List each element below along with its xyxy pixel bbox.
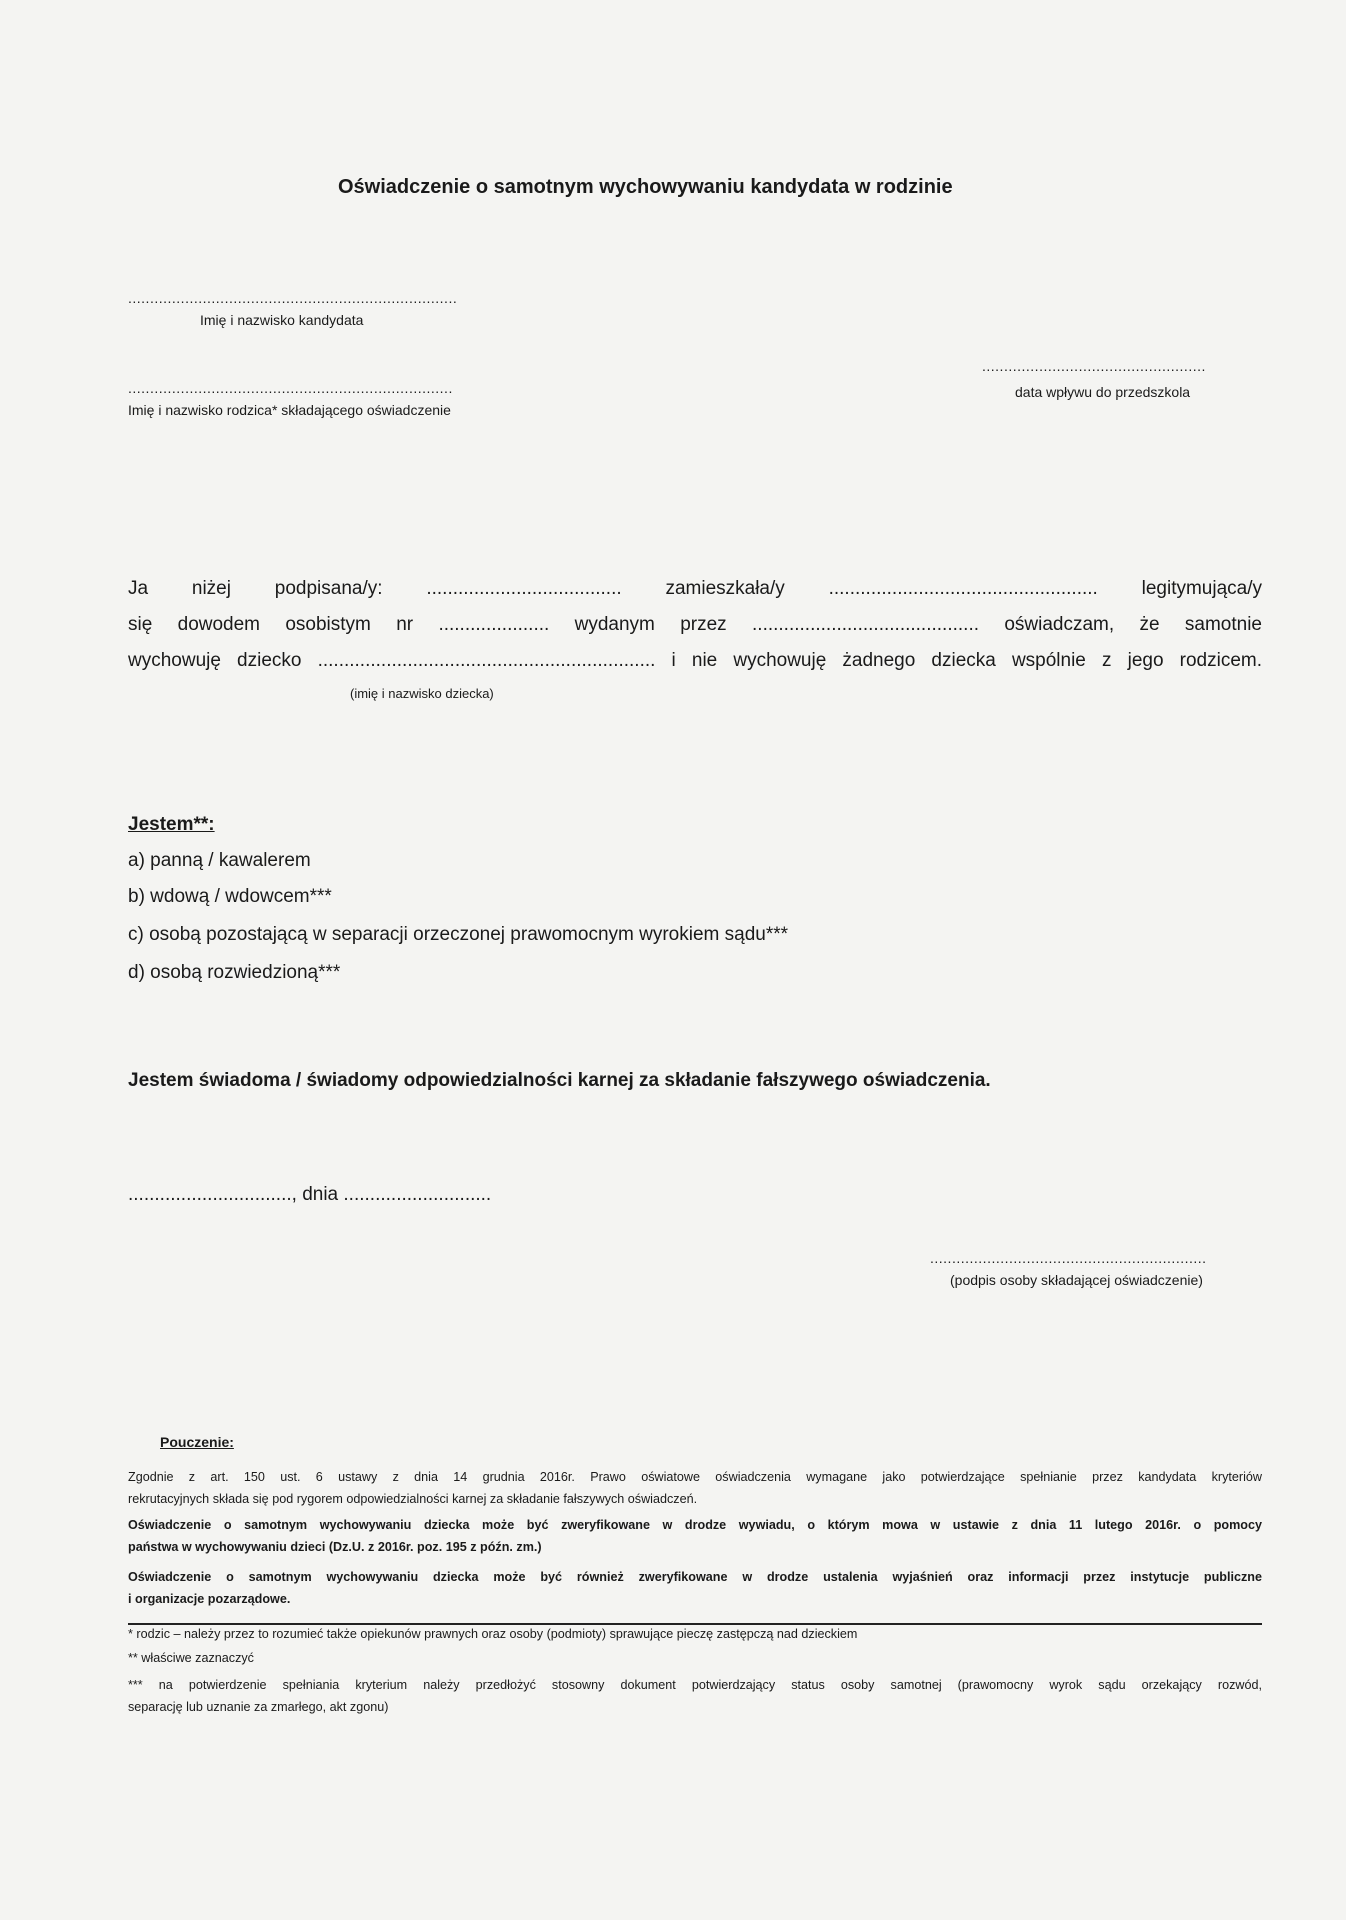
candidate-name-dots: ........................................................................... (128, 290, 458, 306)
pouczenie-p3-line2: i organizacje pozarządowe. (128, 1592, 291, 1606)
statement-line-2: się dowodem osobistym nr ..................... wydanym przez ........................................... oświadczam, że samotnie (128, 614, 1262, 635)
pouczenie-p2-line2: państwa w wychowywaniu dzieci (Dz.U. z 2016r. poz. 195 z późn. zm.) (128, 1540, 542, 1554)
parent-name-dots: .......................................................................... (128, 380, 453, 396)
jestem-option-d: d) osobą rozwiedzioną*** (128, 962, 341, 983)
child-name-label: (imię i nazwisko dziecka) (350, 686, 494, 701)
pouczenie-p2-line1: Oświadczenie o samotnym wychowywaniu dziecka może być zweryfikowane w drodze wywiadu, o którym mowa w ustawie z dnia 11 lutego 2016r. o pomocy (128, 1518, 1262, 1532)
footnote-divider (128, 1623, 1262, 1625)
jestem-option-c: c) osobą pozostającą w separacji orzeczonej prawomocnym wyrokiem sądu*** (128, 924, 789, 945)
candidate-name-label: Imię i nazwisko kandydata (200, 312, 364, 328)
date-received-dots: ................................................... (982, 358, 1206, 374)
footnote-1: * rodzic – należy przez to rozumieć także opiekunów prawnych oraz osoby (podmioty) sprawujące pieczę zastępczą nad dzieckiem (128, 1627, 858, 1641)
document-title: Oświadczenie o samotnym wychowywaniu kandydata w rodzinie (338, 176, 953, 198)
place-date-line: ..............................., dnia ............................ (128, 1184, 492, 1205)
footnote-3-line1: *** na potwierdzenie spełniania kryterium należy przedłożyć stosowny dokument potwierdzający status osoby samotnej (prawomocny wyrok sądu orzekający rozwód, (128, 1678, 1262, 1692)
signature-dots: ............................................................... (930, 1250, 1207, 1266)
pouczenie-p1-line2: rekrutacyjnych składa się pod rygorem odpowiedzialności karnej za składanie fałszywych oświadczeń. (128, 1492, 698, 1506)
date-received-label: data wpływu do przedszkola (1015, 384, 1191, 400)
signature-label: (podpis osoby składającej oświadczenie) (950, 1272, 1203, 1288)
jestem-heading: Jestem**: (128, 814, 215, 835)
awareness-statement: Jestem świadoma / świadomy odpowiedzialności karnej za składanie fałszywego oświadczenia. (128, 1070, 991, 1091)
pouczenie-p3-line1: Oświadczenie o samotnym wychowywaniu dziecka może być również zweryfikowane w drodze ustalenia wyjaśnień oraz informacji przez instytucje publiczne (128, 1570, 1262, 1584)
statement-line-3: wychowuję dziecko ................................................................ i nie wychowuję żadnego dziecka wspólnie z jego rodzicem. (128, 650, 1262, 671)
pouczenie-p1-line1: Zgodnie z art. 150 ust. 6 ustawy z dnia 14 grudnia 2016r. Prawo oświatowe oświadczenia wymagane jako potwierdzające spełnianie przez kandydata kryteriów (128, 1470, 1262, 1484)
parent-name-label: Imię i nazwisko rodzica* składającego oświadczenie (128, 402, 451, 418)
jestem-option-a: a) panną / kawalerem (128, 850, 311, 871)
footnote-3-line2: separację lub uznanie za zmarłego, akt zgonu) (128, 1700, 389, 1714)
statement-line-1: Ja niżej podpisana/y: ..................................... zamieszkała/y ................................................... legitymująca/y (128, 578, 1262, 599)
pouczenie-heading: Pouczenie: (160, 1434, 234, 1450)
footnote-2: ** właściwe zaznaczyć (128, 1651, 254, 1665)
jestem-option-b: b) wdową / wdowcem*** (128, 886, 332, 907)
